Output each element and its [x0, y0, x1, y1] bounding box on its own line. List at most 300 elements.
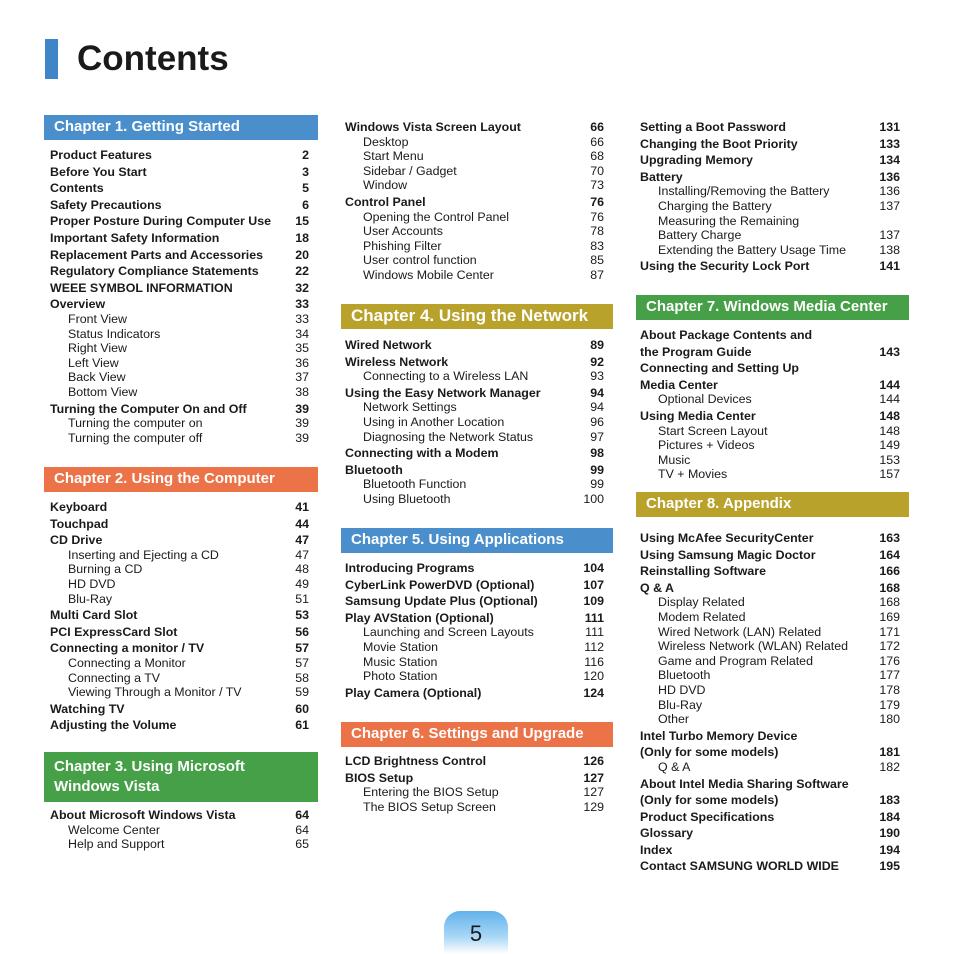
toc-entry-title: Back View: [68, 370, 126, 385]
toc-entry-title: Start Screen Layout: [658, 423, 768, 438]
toc-entry-page: 76: [590, 209, 604, 224]
toc-entry-title: Intel Turbo Memory Device: [640, 728, 798, 743]
toc-entry-title: Touchpad: [50, 516, 109, 531]
toc-subentry[interactable]: [640, 760, 900, 775]
toc-entry-page: 38: [295, 384, 309, 399]
page-number: 5: [469, 921, 483, 946]
toc-entry[interactable]: [50, 608, 309, 623]
toc-entry-page: 6: [302, 197, 309, 212]
toc-subentry[interactable]: [345, 178, 604, 193]
toc-subentry[interactable]: [345, 135, 604, 150]
toc-entry-title: Phishing Filter: [363, 238, 442, 253]
toc-entry-title: Media Center: [640, 377, 718, 392]
toc-entry[interactable]: [345, 355, 604, 370]
toc-entry[interactable]: [640, 378, 900, 393]
toc-entry[interactable]: [640, 137, 900, 152]
toc-entry-title: HD DVD: [658, 682, 706, 697]
toc-subentry[interactable]: [345, 492, 604, 507]
toc-entry[interactable]: [345, 594, 604, 609]
toc-entry-title: BIOS Setup: [345, 770, 414, 785]
toc-subentry[interactable]: [50, 327, 309, 342]
toc-subentry[interactable]: [640, 228, 900, 243]
toc-entry-title: Reinstalling Software: [640, 564, 766, 579]
toc-subentry[interactable]: [640, 595, 900, 610]
toc-entry-page: 148: [879, 408, 900, 423]
toc-entry[interactable]: [640, 259, 900, 274]
toc-entry-page: 58: [295, 670, 309, 685]
toc-entry[interactable]: [640, 793, 900, 808]
toc-subentry[interactable]: [345, 210, 604, 225]
toc-entry-title: Help and Support: [68, 837, 165, 852]
toc-entry-title: HD DVD: [68, 576, 116, 591]
toc-entry-title: the Program Guide: [640, 344, 752, 359]
toc-entry-title: Viewing Through a Monitor / TV: [68, 685, 242, 700]
toc-entry-title: About Microsoft Windows Vista: [50, 808, 236, 822]
toc-entry[interactable]: [640, 859, 900, 874]
toc-entry-page: 66: [590, 134, 604, 149]
chapter-3-continued-entries: [345, 120, 604, 283]
toc-entry-title: Q & A: [640, 580, 674, 595]
toc-entry-title: Network Settings: [363, 400, 457, 415]
toc-entry-page: 124: [583, 685, 604, 700]
toc-entry-title: Q & A: [658, 759, 691, 774]
toc-subentry[interactable]: [50, 416, 309, 431]
toc-entry[interactable]: [640, 328, 900, 343]
toc-subentry[interactable]: [640, 184, 900, 199]
toc-entry[interactable]: [50, 165, 309, 180]
toc-entry[interactable]: [345, 754, 604, 769]
toc-entry-title: Contents: [50, 181, 104, 196]
toc-entry-title: Windows Vista Screen Layout: [345, 120, 521, 134]
chapter-3-heading-line2: Windows Vista: [54, 778, 160, 795]
toc-entry[interactable]: [50, 533, 309, 548]
toc-entry[interactable]: [50, 625, 309, 640]
toc-entry-title: Window: [363, 178, 408, 193]
toc-subentry[interactable]: [640, 467, 900, 482]
toc-entry-title: Using McAfee SecurityCenter: [640, 531, 814, 545]
toc-entry-page: 190: [879, 826, 900, 841]
chapter-6-entries: [345, 754, 604, 814]
toc-entry-page: 56: [295, 624, 309, 639]
toc-entry[interactable]: [345, 338, 604, 353]
toc-entry-title: Diagnosing the Network Status: [363, 429, 534, 444]
toc-entry-page: 184: [879, 809, 900, 824]
toc-entry[interactable]: [640, 826, 900, 841]
toc-entry-page: 157: [879, 467, 900, 482]
toc-subentry[interactable]: [640, 453, 900, 468]
toc-entry-page: 18: [295, 230, 309, 245]
toc-entry[interactable]: [640, 581, 900, 596]
toc-entry[interactable]: [640, 745, 900, 760]
toc-entry-page: 111: [584, 610, 604, 625]
title-accent-bar: [45, 39, 58, 79]
toc-entry-page: 97: [590, 429, 604, 444]
toc-entry-title: Inserting and Ejecting a CD: [68, 547, 219, 562]
toc-entry-title: Regulatory Compliance Statements: [50, 264, 259, 279]
toc-subentry[interactable]: [50, 837, 309, 852]
toc-entry-title: Proper Posture During Computer Use: [50, 214, 271, 229]
toc-entry-page: 35: [295, 341, 309, 356]
toc-entry-page: 61: [295, 718, 309, 733]
toc-entry[interactable]: [640, 170, 900, 185]
toc-entry[interactable]: [345, 195, 604, 210]
toc-entry-title: Pictures + Videos: [658, 438, 755, 453]
toc-subentry[interactable]: [345, 400, 604, 415]
toc-entry-page: 51: [295, 591, 309, 606]
toc-subentry[interactable]: [640, 438, 900, 453]
toc-entry-title: Launching and Screen Layouts: [363, 625, 534, 640]
toc-entry-title: Contact SAMSUNG WORLD WIDE: [640, 859, 839, 874]
toc-entry[interactable]: [50, 214, 309, 229]
toc-entry[interactable]: [640, 361, 900, 376]
chapter-4-heading[interactable]: Chapter 4. Using the Network: [341, 304, 613, 329]
toc-entry-title: Product Specifications: [640, 809, 775, 824]
chapter-6-heading[interactable]: Chapter 6. Settings and Upgrade: [341, 722, 613, 747]
toc-subentry[interactable]: [345, 430, 604, 445]
toc-entry-title: Wired Network (LAN) Related: [658, 624, 822, 639]
toc-entry-title: Photo Station: [363, 669, 438, 684]
toc-subentry[interactable]: [345, 655, 604, 670]
toc-entry-title: About Package Contents and: [640, 328, 813, 342]
chapter-7-entries: [640, 328, 900, 482]
toc-entry[interactable]: [50, 641, 309, 656]
toc-subentry[interactable]: [640, 668, 900, 683]
toc-entry-title: Bottom View: [68, 384, 138, 399]
toc-entry-title: Entering the BIOS Setup: [363, 785, 499, 800]
toc-entry-page: 164: [879, 547, 900, 562]
toc-entry-page: 83: [590, 238, 604, 253]
toc-entry[interactable]: [345, 686, 604, 701]
chapter-7-heading[interactable]: Chapter 7. Windows Media Center: [636, 295, 909, 320]
toc-entry-page: 179: [879, 697, 900, 712]
chapter-2-entries: [50, 500, 309, 733]
toc-subentry[interactable]: [50, 823, 309, 838]
toc-subentry[interactable]: [345, 268, 604, 283]
chapter-6-continued-entries: [640, 120, 900, 274]
toc-entry-page: 133: [879, 136, 900, 151]
toc-subentry[interactable]: [50, 577, 309, 592]
toc-subentry[interactable]: [50, 431, 309, 446]
toc-entry-title: Using the Security Lock Port: [640, 259, 810, 274]
toc-entry-title: Charging the Battery: [658, 198, 772, 213]
toc-entry[interactable]: [640, 843, 900, 858]
toc-entry-title: Welcome Center: [68, 822, 161, 837]
toc-subentry[interactable]: [640, 625, 900, 640]
toc-entry-page: 68: [590, 149, 604, 164]
toc-entry-page: 127: [583, 770, 604, 785]
toc-entry-title: Using in Another Location: [363, 414, 505, 429]
toc-entry-title: Using Samsung Magic Doctor: [640, 547, 816, 562]
toc-entry[interactable]: [50, 264, 309, 279]
toc-entry-title: Product Features: [50, 148, 152, 162]
toc-subentry[interactable]: [345, 369, 604, 384]
toc-subentry[interactable]: [640, 712, 900, 727]
chapter-5-heading[interactable]: Chapter 5. Using Applications: [341, 528, 613, 553]
toc-entry-page: 73: [590, 178, 604, 193]
toc-entry-page: 141: [879, 259, 900, 274]
toc-entry[interactable]: [50, 402, 309, 417]
toc-entry-page: 144: [879, 392, 900, 407]
toc-entry[interactable]: [345, 386, 604, 401]
toc-entry-title: Overview: [50, 297, 106, 312]
toc-entry-title: PCI ExpressCard Slot: [50, 624, 178, 639]
toc-entry[interactable]: [640, 153, 900, 168]
toc-entry-page: 92: [590, 354, 604, 369]
toc-entry-page: 76: [590, 194, 604, 209]
toc-entry-title: Start Menu: [363, 149, 424, 164]
toc-entry[interactable]: [50, 500, 309, 515]
toc-entry-title: Replacement Parts and Accessories: [50, 247, 264, 262]
toc-subentry[interactable]: [640, 610, 900, 625]
toc-entry[interactable]: [345, 561, 604, 576]
page-number-tab: [444, 911, 508, 954]
toc-subentry[interactable]: [640, 654, 900, 669]
toc-entry-title: Important Safety Information: [50, 230, 220, 245]
toc-entry[interactable]: [50, 297, 309, 312]
toc-entry-page: 5: [302, 181, 309, 196]
toc-entry-page: 169: [879, 609, 900, 624]
toc-entry[interactable]: [640, 120, 900, 135]
toc-entry-title: Bluetooth: [345, 462, 403, 477]
toc-entry-page: 89: [590, 338, 604, 352]
toc-entry[interactable]: [50, 702, 309, 717]
toc-subentry[interactable]: [345, 415, 604, 430]
toc-entry-title: Control Panel: [345, 194, 426, 209]
toc-entry[interactable]: [640, 548, 900, 563]
toc-entry-page: 85: [590, 253, 604, 268]
toc-subentry[interactable]: [50, 385, 309, 400]
toc-entry-title: Wired Network: [345, 338, 432, 352]
toc-entry-page: 64: [295, 822, 309, 837]
chapter-2-heading[interactable]: Chapter 2. Using the Computer: [44, 467, 318, 492]
toc-entry-title: Connecting a TV: [68, 670, 161, 685]
toc-entry-title: Introducing Programs: [345, 561, 475, 575]
toc-entry-page: 65: [295, 837, 309, 852]
toc-entry[interactable]: [640, 409, 900, 424]
toc-entry-title: CD Drive: [50, 533, 103, 548]
chapter-8-heading[interactable]: Chapter 8. Appendix: [636, 492, 909, 517]
chapter-3-heading[interactable]: [44, 752, 318, 802]
toc-entry-page: 41: [295, 500, 309, 514]
toc-entry[interactable]: [640, 531, 900, 546]
toc-entry-title: Windows Mobile Center: [363, 267, 494, 282]
toc-entry-title: Burning a CD: [68, 562, 143, 577]
toc-subentry[interactable]: [640, 392, 900, 407]
toc-entry-page: 149: [879, 438, 900, 453]
toc-entry-page: 107: [583, 577, 604, 592]
toc-entry[interactable]: [640, 777, 900, 792]
toc-entry-title: Before You Start: [50, 164, 147, 179]
toc-entry-title: Connecting and Setting Up: [640, 361, 800, 376]
toc-entry-page: 99: [590, 462, 604, 477]
toc-entry-page: 136: [879, 169, 900, 184]
toc-entry-title: The BIOS Setup Screen: [363, 799, 496, 814]
toc-subentry[interactable]: [50, 548, 309, 563]
toc-entry[interactable]: [640, 729, 900, 744]
toc-entry-page: 47: [295, 533, 309, 548]
toc-entry-page: 44: [295, 516, 309, 531]
toc-entry-title: Watching TV: [50, 701, 125, 716]
toc-entry-title: Optional Devices: [658, 392, 752, 407]
toc-entry-page: 33: [295, 297, 309, 312]
toc-entry-page: 143: [879, 344, 900, 359]
toc-entry-page: 66: [590, 120, 604, 134]
toc-entry-title: Keyboard: [50, 500, 108, 514]
toc-subentry[interactable]: [345, 477, 604, 492]
toc-subentry[interactable]: [50, 312, 309, 327]
toc-entry-title: Bluetooth Function: [363, 477, 467, 492]
toc-entry-title: Installing/Removing the Battery: [658, 184, 830, 199]
page-title: Contents: [77, 39, 229, 78]
toc-entry-title: (Only for some models): [640, 745, 779, 760]
toc-entry-title: (Only for some models): [640, 793, 779, 808]
toc-subentry[interactable]: [50, 341, 309, 356]
toc-entry-page: 94: [590, 385, 604, 400]
toc-entry-title: Upgrading Memory: [640, 153, 753, 168]
toc-entry-title: Wireless Network (WLAN) Related: [658, 639, 849, 654]
toc-entry-page: 99: [590, 477, 604, 492]
toc-subentry[interactable]: [345, 224, 604, 239]
toc-entry[interactable]: [345, 463, 604, 478]
toc-entry-page: 87: [590, 267, 604, 282]
toc-entry-title: TV + Movies: [658, 467, 728, 482]
chapter-8-entries: [640, 531, 900, 874]
toc-entry-page: 131: [879, 120, 900, 134]
toc-subentry[interactable]: [345, 253, 604, 268]
toc-subentry[interactable]: [50, 671, 309, 686]
toc-entry-page: 39: [295, 401, 309, 416]
chapter-3-heading-line1: Chapter 3. Using Microsoft: [54, 758, 245, 775]
toc-entry-title: User control function: [363, 253, 477, 268]
toc-entry-page: 49: [295, 576, 309, 591]
toc-entry-title: Turning the Computer On and Off: [50, 401, 247, 416]
toc-entry-page: 57: [295, 641, 309, 656]
toc-entry-title: WEEE SYMBOL INFORMATION: [50, 280, 233, 295]
toc-subentry[interactable]: [640, 199, 900, 214]
toc-entry[interactable]: [50, 181, 309, 196]
toc-entry-title: Left View: [68, 355, 119, 370]
toc-entry-page: 64: [295, 808, 309, 822]
toc-entry[interactable]: [640, 345, 900, 360]
toc-entry-title: Music Station: [363, 654, 438, 669]
toc-entry-page: 93: [590, 369, 604, 384]
toc-entry-page: 136: [879, 184, 900, 199]
toc-entry-title: Sidebar / Gadget: [363, 163, 457, 178]
toc-subentry[interactable]: [345, 800, 604, 815]
toc-entry-page: 181: [879, 745, 900, 760]
toc-entry-title: Adjusting the Volume: [50, 718, 177, 733]
toc-entry-page: 168: [879, 595, 900, 610]
toc-entry-page: 78: [590, 224, 604, 239]
toc-entry-page: 109: [583, 594, 604, 609]
toc-entry-title: Safety Precautions: [50, 197, 162, 212]
toc-entry-page: 138: [879, 242, 900, 257]
toc-entry-title: Turning the computer off: [68, 430, 203, 445]
toc-entry[interactable]: [50, 148, 309, 163]
toc-subentry[interactable]: [640, 424, 900, 439]
toc-entry[interactable]: [50, 198, 309, 213]
toc-entry-page: 172: [879, 639, 900, 654]
toc-entry-page: 70: [590, 163, 604, 178]
toc-entry-page: 60: [295, 701, 309, 716]
toc-subentry[interactable]: [345, 239, 604, 254]
toc-entry-page: 171: [879, 624, 900, 639]
toc-subentry[interactable]: [50, 356, 309, 371]
toc-entry[interactable]: [345, 611, 604, 626]
toc-subentry[interactable]: [640, 639, 900, 654]
toc-subentry[interactable]: [50, 562, 309, 577]
toc-entry-title: Samsung Update Plus (Optional): [345, 594, 538, 609]
toc-entry-page: 194: [879, 842, 900, 857]
toc-entry-page: 127: [583, 785, 604, 800]
toc-entry-title: Blu-Ray: [68, 591, 113, 606]
toc-entry-page: 180: [879, 712, 900, 727]
toc-entry-page: 148: [879, 423, 900, 438]
toc-entry[interactable]: [345, 771, 604, 786]
toc-entry-page: 37: [295, 370, 309, 385]
toc-subentry[interactable]: [640, 243, 900, 258]
toc-entry-title: Modem Related: [658, 609, 746, 624]
toc-subentry[interactable]: [345, 669, 604, 684]
toc-entry-page: 2: [302, 148, 309, 162]
toc-entry-page: 178: [879, 682, 900, 697]
toc-entry-page: 111: [585, 625, 604, 640]
toc-subentry[interactable]: [50, 592, 309, 607]
toc-entry[interactable]: [50, 718, 309, 733]
toc-subentry[interactable]: [345, 640, 604, 655]
toc-subentry[interactable]: [50, 685, 309, 700]
toc-entry[interactable]: [640, 810, 900, 825]
toc-entry-page: 177: [879, 668, 900, 683]
toc-entry[interactable]: [345, 446, 604, 461]
toc-entry[interactable]: [345, 578, 604, 593]
toc-entry[interactable]: [345, 120, 604, 135]
toc-entry-page: 20: [295, 247, 309, 262]
toc-entry-title: Play AVStation (Optional): [345, 610, 494, 625]
toc-entry-page: 32: [295, 280, 309, 295]
toc-entry-page: 153: [879, 452, 900, 467]
toc-subentry[interactable]: [345, 785, 604, 800]
toc-entry-page: 98: [590, 446, 604, 461]
toc-entry[interactable]: [50, 248, 309, 263]
toc-subentry[interactable]: [640, 698, 900, 713]
toc-entry-page: 53: [295, 608, 309, 623]
toc-entry-title: Right View: [68, 341, 128, 356]
toc-entry[interactable]: [50, 517, 309, 532]
toc-entry[interactable]: [50, 808, 309, 823]
chapter-1-heading[interactable]: Chapter 1. Getting Started: [44, 115, 318, 140]
toc-subentry[interactable]: [345, 625, 604, 640]
toc-subentry[interactable]: [50, 370, 309, 385]
toc-entry-title: Status Indicators: [68, 326, 161, 341]
toc-entry-title: Front View: [68, 311, 127, 326]
toc-subentry[interactable]: [345, 164, 604, 179]
toc-subentry[interactable]: [640, 683, 900, 698]
toc-entry-page: 137: [879, 228, 900, 243]
toc-entry-page: 176: [879, 653, 900, 668]
toc-subentry[interactable]: [345, 149, 604, 164]
toc-entry[interactable]: [50, 231, 309, 246]
toc-entry-page: 33: [295, 311, 309, 326]
toc-entry-title: LCD Brightness Control: [345, 754, 487, 768]
toc-subentry[interactable]: [50, 656, 309, 671]
toc-entry[interactable]: [640, 564, 900, 579]
toc-entry[interactable]: [50, 281, 309, 296]
toc-subentry[interactable]: [640, 214, 900, 229]
toc-entry-page: 183: [879, 793, 900, 808]
toc-entry-page: 36: [295, 355, 309, 370]
toc-entry-title: Play Camera (Optional): [345, 685, 482, 700]
